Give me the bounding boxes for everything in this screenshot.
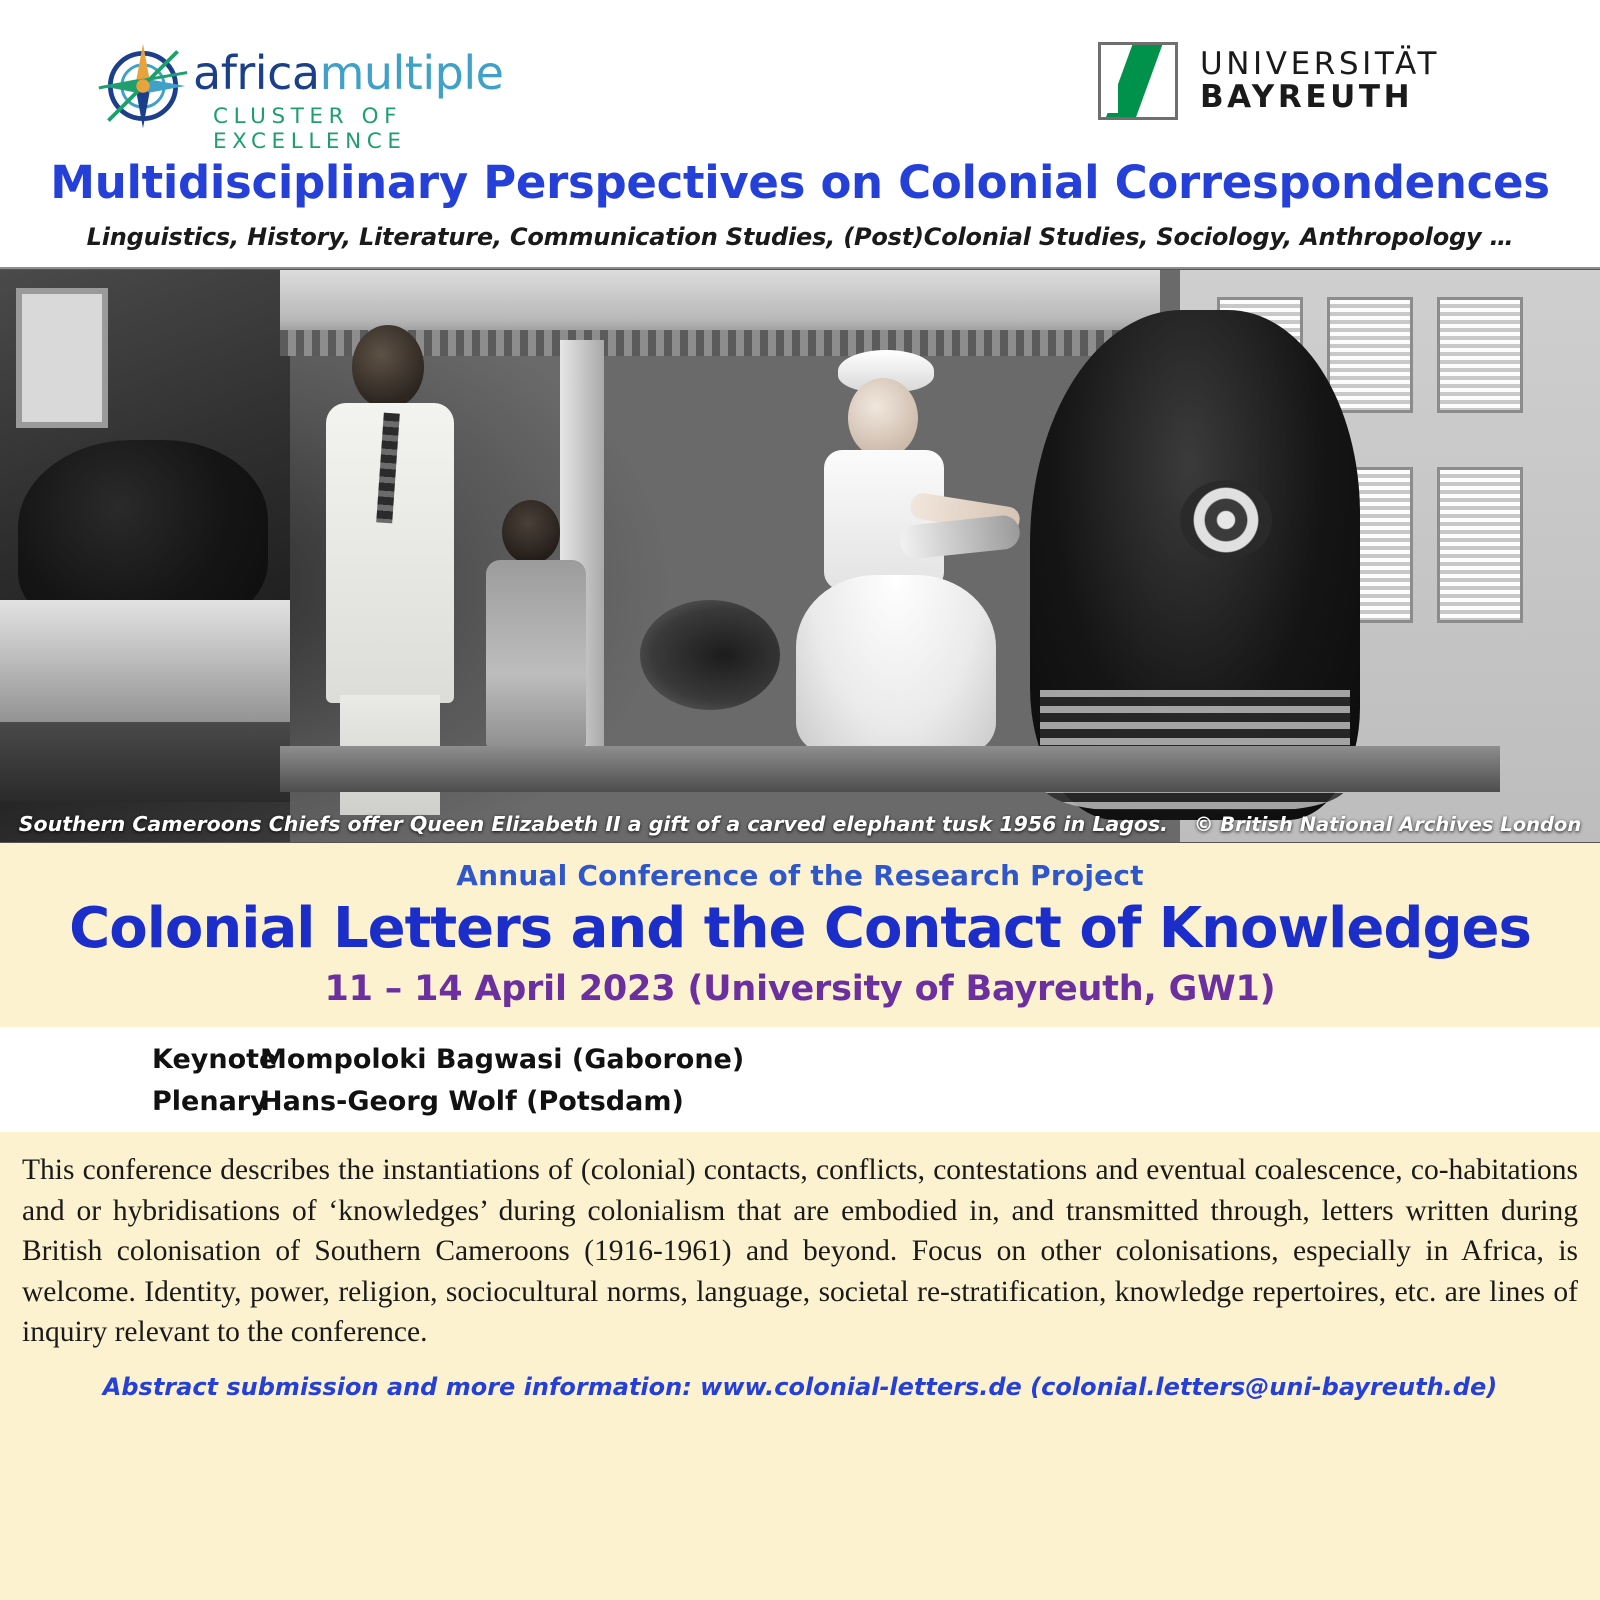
university-bayreuth-logo (1098, 42, 1440, 120)
photo-chief-in-robe (1030, 310, 1360, 820)
conference-dates: 11 – 14 April 2023 (University of Bayreuth, GW1) (324, 968, 1276, 1009)
wordmark-africa: africa (193, 46, 320, 100)
abstract-text: This conference describes the instantiations of (colonial) contacts, conflicts, contestations and eventual coalescence, co-habitations and or hybridisations of ‘knowledges’ during colonialism that are embodied in, and transmitted through, letters written during British colonisation of Southern Cameroons (1916-1961) and beyond. Focus on other colonisations, especially in Africa, is welcome. Identity, power, religion, sociocultural norms, language, societal re-stratification, knowledge repertoires, etc. are lines of inquiry relevant to the conference. (22, 1154, 1578, 1349)
speaker-role: Plenary (152, 1085, 268, 1117)
photo-caption (0, 812, 1600, 836)
compass-rose-icon (95, 38, 191, 134)
speaker-role: Keynote (152, 1043, 278, 1075)
photo-stage-floor (280, 746, 1500, 792)
speaker-name: Mompoloki Bagwasi (Gaborone) (260, 1043, 745, 1075)
speakers-section (0, 1027, 1600, 1133)
speaker-row (0, 1039, 1600, 1081)
conference-title: Colonial Letters and the Contact of Knowledges (69, 896, 1531, 961)
wordmark-multiple: multiple (319, 46, 504, 100)
africa-multiple-logo (45, 28, 605, 154)
title-band (0, 150, 1600, 269)
logo-bar (0, 0, 1600, 154)
subjects-line: Linguistics, History, Literature, Communication Studies, (Post)Colonial Studies, Sociology, Anthropology … (86, 223, 1514, 251)
speaker-row (0, 1081, 1600, 1123)
photo-feather-plume (640, 600, 780, 710)
photo-caption-text: Southern Cameroons Chiefs offer Queen Elizabeth II a gift of a carved elephant tusk 1956 in Lagos. (18, 812, 1168, 836)
university-name-line1: UNIVERSITÄT (1199, 45, 1440, 82)
africa-multiple-wordmark (193, 46, 503, 100)
photo-left-bed (0, 600, 290, 730)
bayreuth-mark-icon (1098, 42, 1178, 120)
abstract-section (0, 1132, 1600, 1600)
conference-kicker: Annual Conference of the Research Project (456, 859, 1144, 892)
photo-left-bed-shadow (0, 722, 290, 802)
photo-window (16, 288, 108, 428)
africa-multiple-tagline: CLUSTER OF EXCELLENCE (213, 104, 407, 154)
photo-man-in-suit (320, 325, 460, 765)
submission-contact[interactable]: Abstract submission and more information: www.colonial-letters.de (colonial.letters@uni-bayreuth.de) (102, 1372, 1498, 1401)
historical-photograph (0, 269, 1600, 843)
conference-band (0, 843, 1600, 1027)
university-name-line2: BAYREUTH (1199, 79, 1414, 115)
speaker-name: Hans-Georg Wolf (Potsdam) (260, 1085, 684, 1117)
photo-credit: © British National Archives London (1193, 813, 1582, 836)
page-title: Multidisciplinary Perspectives on Colonial Correspondences (50, 156, 1550, 209)
photo-queen-elizabeth (790, 350, 1010, 780)
